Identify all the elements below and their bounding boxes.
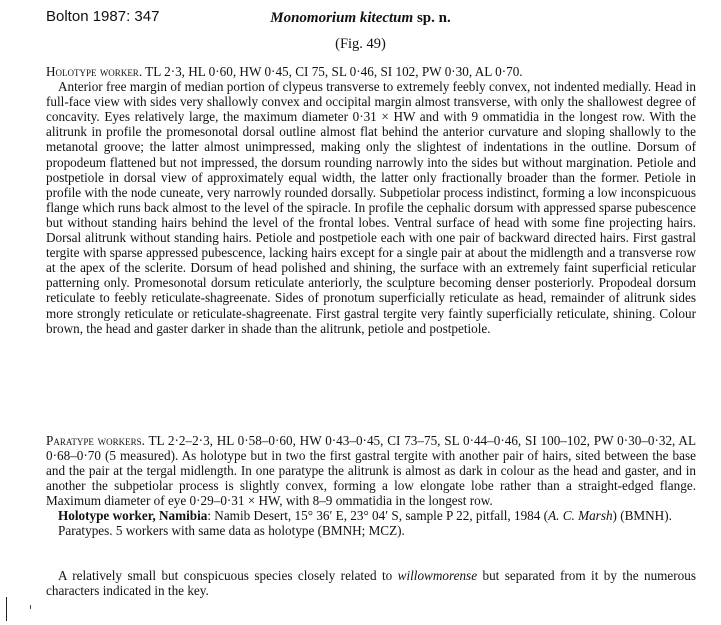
remarks-section [46,568,696,598]
holotype-section [46,64,696,336]
paratype-material: Paratypes. 5 workers with same data as holotype (BMNH; MCZ). [58,523,405,539]
holotype-measurements: TL 2·3, HL 0·60, HW 0·45, CI 75, SL 0·46, SI 102, PW 0·30, AL 0·70. [142,64,523,79]
citation: Bolton 1987: 347 [46,8,160,25]
material-section [46,508,696,538]
paratype-section [46,433,696,508]
holotype-material [46,508,696,523]
remarks-paragraph [46,568,696,598]
holotype-material-label: Holotype worker, [58,508,159,523]
new-species-label: sp. n. [413,10,451,26]
collector: A. C. Marsh [548,508,613,523]
paratype-text: TL 2·2–2·3, HL 0·58–0·60, HW 0·43–0·45, CI 73–75, SL 0·44–0·46, SI 100–102, PW 0·30–0·32, AL 0·68–0·70 (5 measured). As holotype but in two the first gastral tergite with another pair of hairs, sited between the base and the pair at the tergal midlength. In one paratype the alitrunk is almost as dark in colour as the head and gaster, and in another the subpetiolar process is slightly convex, forming a low elongate lobe rather than a straight-edged flange. Maximum diameter of eye 0·29–0·31 × HW, with 8–9 ommatidia in the longest row. [46,433,696,509]
species-title [0,10,721,27]
paratype-label: Paratype workers. [46,433,145,448]
remarks-after: but separated from it by the numerous characters indicated in the key. [46,568,696,599]
holotype-material-text: : Namib Desert, 15° 36′ E, 23° 04′ S, sample P 22, pitfall, 1984 ( [207,508,549,523]
figure-reference: (Fig. 49) [335,36,386,52]
holotype-measurements-line [46,64,696,79]
country: Namibia [158,508,208,523]
holotype-material-end: ) (BMNH). [612,508,672,523]
holotype-description: Anterior free margin of median portion of clypeus transverse to extremely feebly convex, not indented medially. Head in full-face view with sides very shallowly convex and occipital margin almost transverse, with only the shallowest degree of concavity. Eyes relatively large, the maximum diameter 0·31 × HW and with 9 ommatidia in the longest row. With the alitrunk in profile the promesonotal dorsal outline almost flat behind the anterior curvature and sloping shallowly to the metanotal groove; the latter almost unimpressed, making only the slightest of indentations in the outline. Dorsum of propodeum flattened but not impressed, the dorsum rounding narrowly into the sides but without margination. Petiole and postpetiole in dorsal view of approximately equal width, the latter only fractionally broader than the former. Petiole in profile with the node cuneate, very narrowly rounded dorsally. Subpetiolar process indistinct, forming a low inconspicuous flange which runs back almost to the level of the spiracle. In profile the cephalic dorsum with appressed sparse pubescence but without standing hairs behind the level of the frontal lobes. Ventral surface of head with some fine projecting hairs. Dorsal alitrunk without standing hairs. Petiole and postpetiole each with one pair of backward directed hairs. First gastral tergite with sparse appressed pubescence, lacking hairs except for a single pair at about the midlength and a transverse row at the apex of the sclerite. Dorsum of head polished and shining, the surface with an extremely faint superficial reticular patterning only. Promesonotal dorsum reticulate anteriorly, the sculpture becoming denser posteriorly. Propodeal dorsum reticulate to feebly reticulate-shagreenate. Sides of pronotum superficially reticulate as head, remainder of alitrunk sides more strongly reticulate or reticulate-shagreenate. First gastral tergite very faintly superficially reticulate, shining. Colour brown, the head and gaster darker in shade than the alitrunk, petiole and postpetiole. [46,79,696,336]
related-species: willowmorense [397,568,478,583]
remarks-before: A relatively small but conspicuous species closely related to [58,568,398,583]
margin-line [6,597,7,621]
margin-tick [30,605,31,609]
paratype-paragraph [46,433,696,508]
holotype-label: Holotype worker. [46,64,143,79]
species-name: Monomorium kitectum [270,10,414,26]
